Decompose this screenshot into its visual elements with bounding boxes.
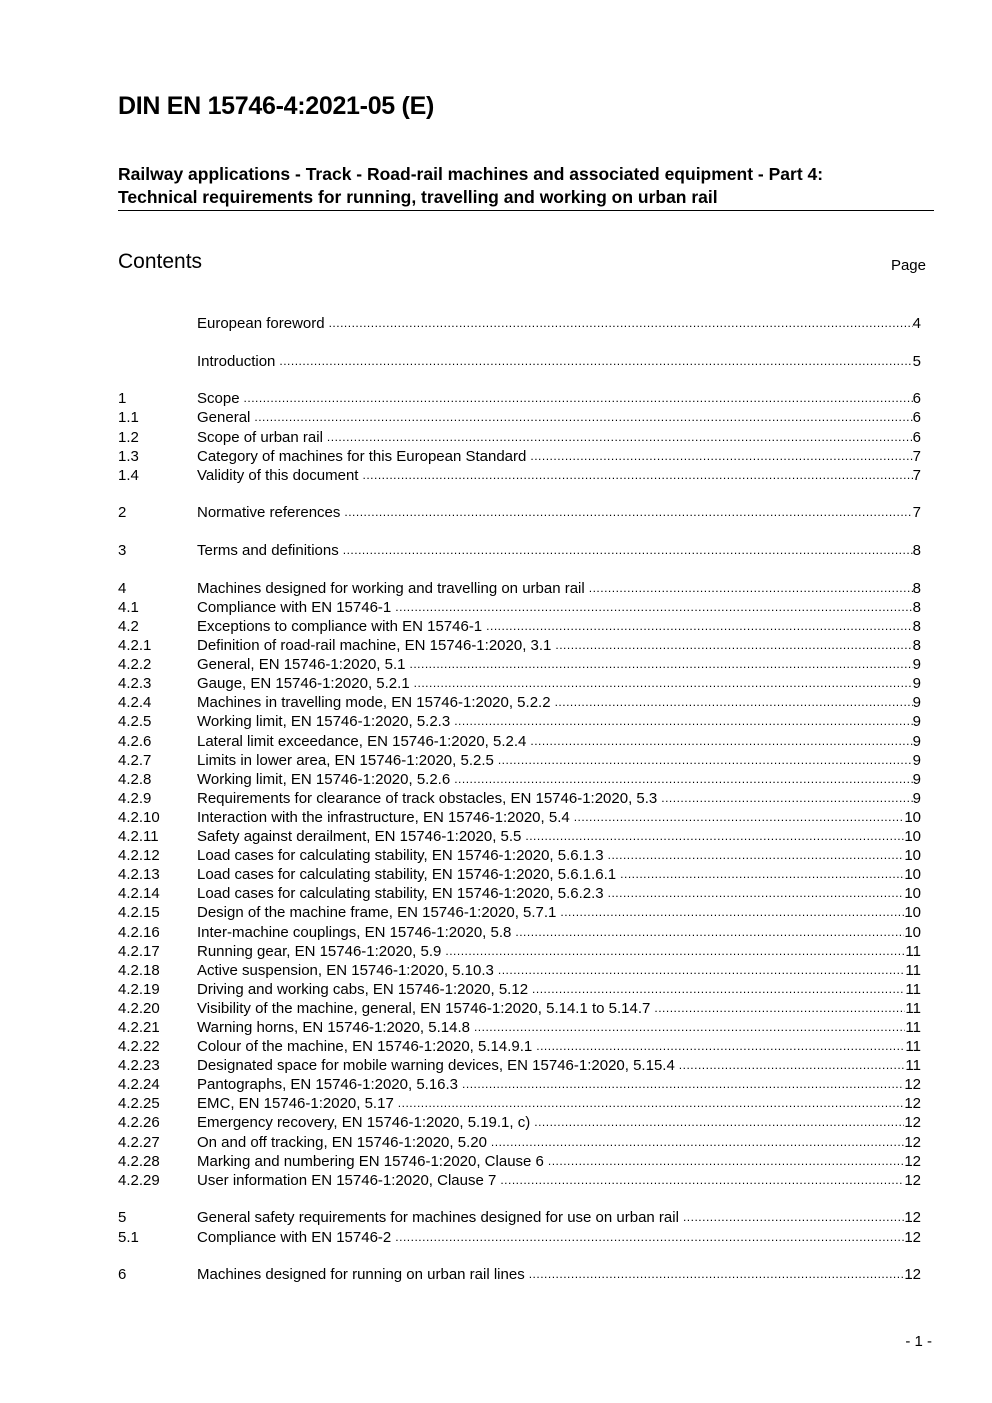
toc-entry[interactable] — [118, 1265, 921, 1284]
toc-dot-leader — [525, 827, 904, 846]
toc-entry[interactable] — [118, 314, 921, 333]
toc-entry-title: General — [197, 409, 251, 427]
toc-entry-title: Design of the machine frame, EN 15746-1:2020, 5.7.1 — [197, 904, 557, 922]
toc-entry-number: 5 — [118, 1209, 127, 1227]
toc-entry-number: 4.2.2 — [118, 656, 152, 674]
toc-entry-page: 8 — [912, 637, 921, 655]
toc-entry-title: Lateral limit exceedance, EN 15746-1:2020, 5.2.4 — [197, 732, 527, 750]
toc-dot-leader — [409, 655, 912, 674]
toc-entry-title: Working limit, EN 15746-1:2020, 5.2.6 — [197, 770, 451, 788]
toc-entry-number: 4.2.11 — [118, 828, 159, 846]
toc-entry-page: 12 — [904, 1266, 921, 1284]
toc-entry-page: 6 — [912, 428, 921, 446]
toc-dot-leader — [608, 884, 905, 903]
toc-entry-title: Limits in lower area, EN 15746-1:2020, 5.2.5 — [197, 751, 494, 769]
contents-heading: Contents — [118, 250, 203, 273]
toc-entry-number: 4.2.25 — [118, 1095, 160, 1113]
toc-entry[interactable] — [118, 1037, 921, 1056]
toc-entry-number: 4.2.10 — [118, 808, 160, 826]
toc-entry-title: Load cases for calculating stability, EN 15746-1:2020, 5.6.1.6.1 — [197, 866, 617, 884]
toc-entry-number: 2 — [118, 504, 127, 522]
toc-entry-page: 9 — [912, 675, 921, 693]
toc-entry[interactable] — [118, 674, 921, 693]
toc-entry-page: 11 — [905, 1018, 921, 1036]
toc-entry-title: General, EN 15746-1:2020, 5.1 — [197, 656, 406, 674]
toc-entry-page: 8 — [912, 598, 921, 616]
toc-dot-leader — [536, 1037, 905, 1056]
toc-entry[interactable] — [118, 827, 921, 846]
toc-entry-number: 4.2.14 — [118, 885, 160, 903]
toc-entry[interactable] — [118, 980, 921, 999]
toc-entry-title: Validity of this document — [197, 466, 359, 484]
toc-entry-page: 6 — [912, 409, 921, 427]
document-title-line-1: Railway applications - Track - Road-rail machines and associated equipment - Part 4: — [118, 164, 824, 184]
toc-entry-page: 12 — [904, 1209, 921, 1227]
page-column-label: Page — [890, 257, 926, 274]
toc-dot-leader — [462, 1075, 904, 1094]
toc-entry-number: 4.2.13 — [118, 866, 160, 884]
toc-entry-page: 9 — [912, 751, 921, 769]
toc-entry-title: Normative references — [197, 504, 341, 522]
toc-entry-number: 1.1 — [118, 409, 139, 427]
toc-entry[interactable] — [118, 1113, 921, 1132]
toc-entry[interactable] — [118, 1133, 921, 1152]
toc-dot-leader — [548, 1152, 904, 1171]
toc-entry-title: Category of machines for this European Standard — [197, 447, 527, 465]
toc-entry[interactable] — [118, 789, 921, 808]
toc-entry-number: 4.2.3 — [118, 675, 152, 693]
toc-dot-leader — [574, 808, 905, 827]
toc-entry-number: 4.2.22 — [118, 1038, 160, 1056]
toc-dot-leader — [555, 693, 913, 712]
toc-entry-number: 4.2.26 — [118, 1114, 160, 1132]
toc-entry-page: 10 — [904, 923, 921, 941]
toc-dot-leader — [679, 1056, 906, 1075]
toc-entry[interactable] — [118, 961, 921, 980]
toc-entry[interactable] — [118, 1075, 921, 1094]
toc-dot-leader — [343, 541, 913, 560]
toc-entry-page: 9 — [912, 732, 921, 750]
toc-entry-number: 4.2.20 — [118, 999, 160, 1017]
toc-entry-number: 1 — [118, 390, 127, 408]
toc-dot-leader — [498, 751, 913, 770]
toc-entry[interactable] — [118, 579, 921, 598]
toc-dot-leader — [398, 1094, 905, 1113]
toc-entry-page: 11 — [905, 980, 921, 998]
toc-entry-page: 12 — [904, 1114, 921, 1132]
toc-dot-leader — [530, 447, 912, 466]
toc-entry-page: 8 — [912, 579, 921, 597]
toc-entry-title: Active suspension, EN 15746-1:2020, 5.10.3 — [197, 961, 494, 979]
toc-entry-title: Compliance with EN 15746-1 — [197, 598, 392, 616]
toc-dot-leader — [395, 598, 912, 617]
toc-entry-page: 10 — [904, 885, 921, 903]
toc-entry[interactable] — [118, 942, 921, 961]
toc-entry[interactable] — [118, 693, 921, 712]
toc-dot-leader — [661, 789, 912, 808]
toc-dot-leader — [454, 770, 912, 789]
toc-entry-title: Compliance with EN 15746-2 — [197, 1228, 392, 1246]
toc-dot-leader — [654, 999, 905, 1018]
toc-dot-leader — [608, 846, 905, 865]
toc-dot-leader — [498, 961, 906, 980]
toc-entry[interactable] — [118, 617, 921, 636]
toc-entry-page: 7 — [912, 447, 921, 465]
toc-entry-page: 10 — [904, 847, 921, 865]
toc-entry-number: 4.2.29 — [118, 1171, 160, 1189]
toc-dot-leader — [362, 466, 912, 485]
toc-entry-number: 5.1 — [118, 1228, 139, 1246]
toc-dot-leader — [414, 674, 913, 693]
toc-dot-leader — [529, 1265, 905, 1284]
toc-entry[interactable] — [118, 1094, 921, 1113]
toc-entry-number: 4.1 — [118, 598, 139, 616]
toc-entry[interactable] — [118, 770, 921, 789]
toc-dot-leader — [532, 980, 905, 999]
toc-entry-page: 12 — [904, 1076, 921, 1094]
toc-entry-page: 9 — [912, 656, 921, 674]
toc-entry[interactable] — [118, 903, 921, 922]
toc-dot-leader — [560, 903, 904, 922]
toc-entry-number: 4.2.23 — [118, 1057, 160, 1075]
toc-entry-page: 12 — [904, 1228, 921, 1246]
toc-entry-title: Inter-machine couplings, EN 15746-1:2020, 5.8 — [197, 923, 512, 941]
toc-dot-leader — [491, 1133, 904, 1152]
toc-dot-leader — [683, 1208, 904, 1227]
toc-entry-number: 4.2.17 — [118, 942, 160, 960]
toc-entry-number: 4.2.21 — [118, 1018, 160, 1036]
toc-entry-title: Machines in travelling mode, EN 15746-1:2020, 5.2.2 — [197, 694, 551, 712]
toc-entry-title: Requirements for clearance of track obstacles, EN 15746-1:2020, 5.3 — [197, 789, 658, 807]
toc-entry-number: 4.2.1 — [118, 637, 152, 655]
toc-entry-page: 5 — [912, 352, 921, 370]
toc-entry-title: Introduction — [197, 352, 276, 370]
document-title-line-2: Technical requirements for running, travelling and working on urban rail — [118, 187, 718, 207]
toc-entry-number: 4.2.18 — [118, 961, 160, 979]
toc-entry[interactable] — [118, 408, 921, 427]
toc-entry-number: 4.2.19 — [118, 980, 160, 998]
toc-entry[interactable] — [118, 1228, 921, 1247]
toc-entry-title: Machines designed for working and travelling on urban rail — [197, 579, 585, 597]
toc-entry[interactable] — [118, 846, 921, 865]
toc-dot-leader — [395, 1228, 904, 1247]
toc-entry-number: 1.2 — [118, 428, 139, 446]
toc-entry-number: 4.2.24 — [118, 1076, 160, 1094]
toc-entry-page: 10 — [904, 808, 921, 826]
toc-entry-title: Colour of the machine, EN 15746-1:2020, 5.14.9.1 — [197, 1038, 533, 1056]
toc-entry-number: 4.2.6 — [118, 732, 152, 750]
toc-entry-title: Warning horns, EN 15746-1:2020, 5.14.8 — [197, 1018, 470, 1036]
toc-entry-number: 3 — [118, 542, 127, 560]
toc-entry-title: Interaction with the infrastructure, EN 15746-1:2020, 5.4 — [197, 808, 570, 826]
toc-entry-page: 11 — [905, 961, 921, 979]
toc-entry-title: EMC, EN 15746-1:2020, 5.17 — [197, 1095, 394, 1113]
toc-entry-title: Machines designed for running on urban rail lines — [197, 1266, 525, 1284]
toc-dot-leader — [329, 314, 913, 333]
toc-dot-leader — [327, 428, 913, 447]
toc-entry-page: 12 — [904, 1133, 921, 1151]
toc-dot-leader — [500, 1171, 904, 1190]
toc-entry[interactable] — [118, 1056, 921, 1075]
toc-entry-title: General safety requirements for machines designed for use on urban rail — [197, 1209, 679, 1227]
toc-entry-number: 4.2.8 — [118, 770, 152, 788]
toc-entry[interactable] — [118, 428, 921, 447]
document-title — [118, 163, 934, 211]
toc-entry-title: Emergency recovery, EN 15746-1:2020, 5.19.1, c) — [197, 1114, 531, 1132]
toc-entry-title: Safety against derailment, EN 15746-1:2020, 5.5 — [197, 828, 522, 846]
toc-entry[interactable] — [118, 636, 921, 655]
toc-entry-title: Definition of road-rail machine, EN 15746-1:2020, 3.1 — [197, 637, 552, 655]
toc-entry-title: Scope of urban rail — [197, 428, 323, 446]
toc-entry-number: 6 — [118, 1266, 127, 1284]
toc-dot-leader — [279, 352, 912, 371]
toc-entry-title: Terms and definitions — [197, 542, 339, 560]
toc-dot-leader — [486, 617, 913, 636]
toc-entry-page: 9 — [912, 789, 921, 807]
toc-entry[interactable] — [118, 732, 921, 751]
toc-entry-page: 7 — [912, 504, 921, 522]
toc-dot-leader — [620, 865, 904, 884]
toc-dot-leader — [454, 712, 912, 731]
toc-entry[interactable] — [118, 447, 921, 466]
toc-entry[interactable] — [118, 1208, 921, 1227]
toc-dot-leader — [244, 389, 913, 408]
toc-entry-page: 8 — [912, 618, 921, 635]
toc-entry-title: Designated space for mobile warning devices, EN 15746-1:2020, 5.15.4 — [197, 1057, 675, 1075]
toc-entry-page: 11 — [905, 999, 921, 1017]
toc-dot-leader — [534, 1113, 904, 1132]
toc-entry-page: 12 — [904, 1152, 921, 1170]
toc-entry[interactable] — [118, 655, 921, 674]
toc-entry-page: 12 — [904, 1095, 921, 1113]
table-of-contents — [118, 314, 921, 1284]
toc-dot-leader — [555, 636, 912, 655]
toc-entry-title: Marking and numbering EN 15746-1:2020, Clause 6 — [197, 1152, 544, 1170]
toc-entry[interactable] — [118, 712, 921, 731]
toc-entry-number: 4.2.7 — [118, 751, 152, 769]
toc-entry-page: 6 — [912, 390, 921, 408]
toc-dot-leader — [254, 408, 912, 427]
toc-entry-number: 4.2.9 — [118, 789, 152, 807]
toc-dot-leader — [530, 732, 912, 751]
toc-entry-number: 4.2.5 — [118, 713, 152, 731]
toc-entry-number: 4.2.15 — [118, 904, 160, 922]
toc-entry-page: 10 — [904, 866, 921, 884]
toc-entry-page: 11 — [905, 1057, 921, 1075]
toc-entry-title: Pantographs, EN 15746-1:2020, 5.16.3 — [197, 1076, 459, 1094]
toc-entry[interactable] — [118, 884, 921, 903]
toc-dot-leader — [344, 503, 912, 522]
toc-entry-number: 1.4 — [118, 466, 139, 484]
toc-entry[interactable] — [118, 389, 921, 408]
toc-entry-title: Visibility of the machine, general, EN 15746-1:2020, 5.14.1 to 5.14.7 — [197, 999, 651, 1017]
toc-entry[interactable] — [118, 923, 921, 942]
toc-entry-title: User information EN 15746-1:2020, Clause 7 — [197, 1171, 497, 1189]
toc-entry-title: Load cases for calculating stability, EN 15746-1:2020, 5.6.1.3 — [197, 847, 604, 865]
toc-entry-number: 4.2.27 — [118, 1133, 160, 1151]
toc-entry-title: Working limit, EN 15746-1:2020, 5.2.3 — [197, 713, 451, 731]
toc-entry-number: 4.2.4 — [118, 694, 152, 712]
toc-entry-title: Scope — [197, 390, 240, 408]
toc-entry[interactable] — [118, 352, 921, 371]
toc-entry-page: 9 — [912, 713, 921, 731]
toc-entry-page: 4 — [912, 315, 921, 332]
toc-entry-page: 10 — [904, 904, 921, 922]
toc-entry-title: Gauge, EN 15746-1:2020, 5.2.1 — [197, 675, 410, 693]
page-number: - 1 - — [905, 1333, 932, 1350]
toc-entry-page: 11 — [905, 942, 921, 960]
toc-dot-leader — [474, 1018, 905, 1037]
toc-entry-title: European foreword — [197, 315, 325, 332]
toc-entry-page: 11 — [905, 1038, 921, 1056]
toc-entry-number: 4 — [118, 579, 127, 597]
toc-entry-title: Driving and working cabs, EN 15746-1:2020, 5.12 — [197, 980, 529, 998]
toc-dot-leader — [589, 579, 913, 598]
toc-entry-title: Exceptions to compliance with EN 15746-1 — [197, 618, 483, 635]
toc-entry-page: 8 — [912, 542, 921, 560]
toc-entry-title: Load cases for calculating stability, EN 15746-1:2020, 5.6.2.3 — [197, 885, 604, 903]
toc-entry-page: 12 — [904, 1171, 921, 1189]
toc-dot-leader — [445, 942, 905, 961]
toc-entry-number: 4.2.12 — [118, 847, 160, 865]
toc-entry[interactable] — [118, 1152, 921, 1171]
toc-entry-title: Running gear, EN 15746-1:2020, 5.9 — [197, 942, 442, 960]
toc-entry-title: On and off tracking, EN 15746-1:2020, 5.20 — [197, 1133, 487, 1151]
toc-entry[interactable] — [118, 598, 921, 617]
toc-entry-number: 4.2.28 — [118, 1152, 160, 1170]
toc-entry[interactable] — [118, 751, 921, 770]
toc-entry[interactable] — [118, 999, 921, 1018]
toc-entry-number: 4.2 — [118, 618, 139, 635]
toc-entry-number: 4.2.16 — [118, 923, 160, 941]
toc-entry-page: 7 — [912, 466, 921, 484]
toc-entry[interactable] — [118, 503, 921, 522]
toc-entry[interactable] — [118, 808, 921, 827]
toc-entry[interactable] — [118, 466, 921, 485]
toc-entry-page: 10 — [904, 828, 921, 846]
toc-entry[interactable] — [118, 865, 921, 884]
toc-entry[interactable] — [118, 541, 921, 560]
toc-dot-leader — [515, 923, 904, 942]
toc-entry-number: 1.3 — [118, 447, 139, 465]
toc-entry[interactable] — [118, 1018, 921, 1037]
toc-entry-page: 9 — [912, 694, 921, 712]
toc-entry-page: 9 — [912, 770, 921, 788]
document-id: DIN EN 15746-4:2021-05 (E) — [118, 92, 434, 120]
toc-entry[interactable] — [118, 1171, 921, 1190]
